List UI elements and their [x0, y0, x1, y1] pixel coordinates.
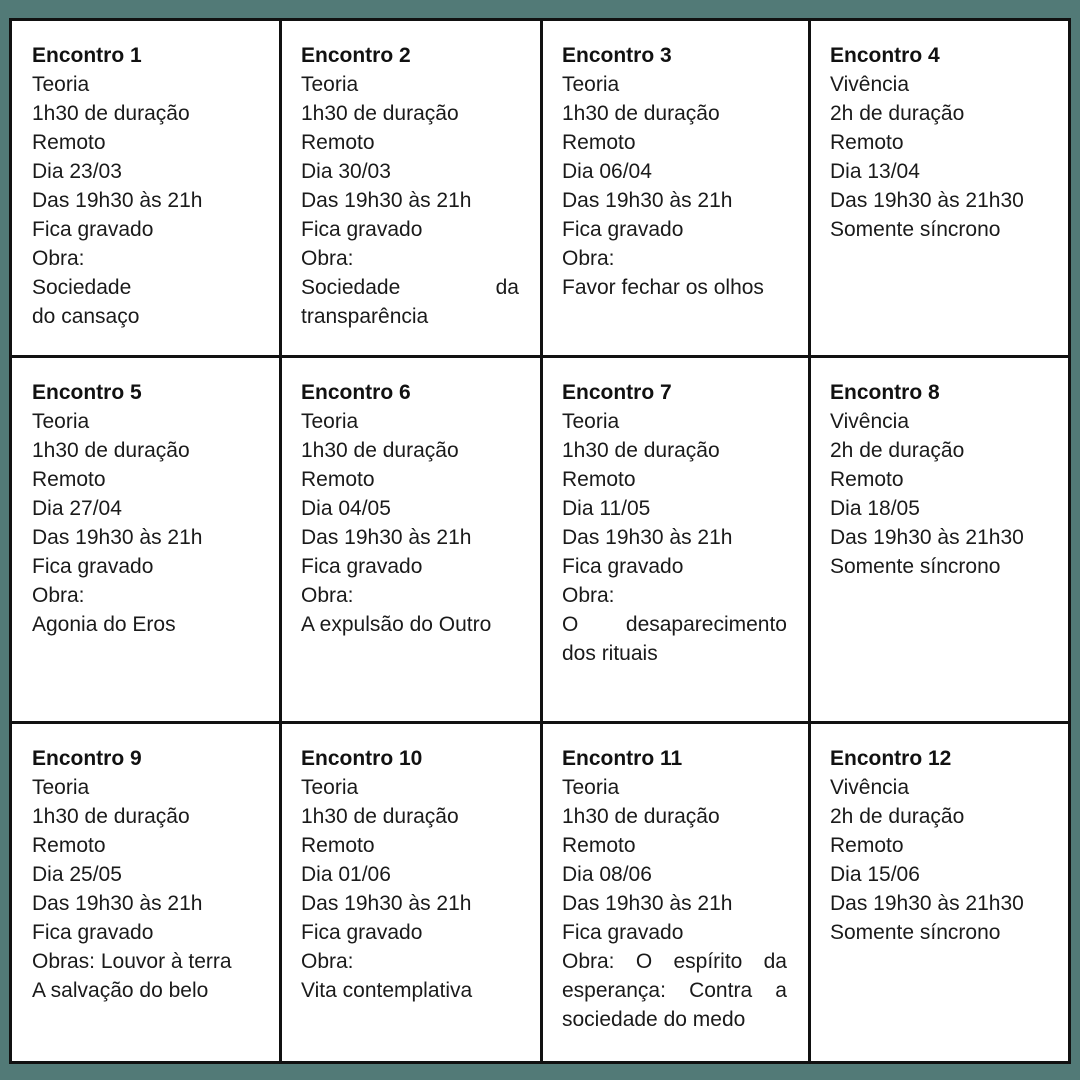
format: Teoria	[562, 776, 620, 799]
encounter-7	[562, 378, 787, 668]
date: Dia 06/04	[562, 160, 652, 183]
format: Vivência	[830, 776, 909, 799]
duration: 2h de duração	[830, 439, 965, 462]
date: Dia 13/04	[830, 160, 920, 183]
date: Dia 11/05	[562, 497, 651, 520]
modality: Remoto	[562, 131, 636, 154]
encounter-2	[301, 41, 519, 331]
work-title: Agonia do Eros	[32, 613, 176, 636]
work-title: Favor fechar os olhos	[562, 276, 764, 299]
duration: 1h30 de duração	[301, 102, 459, 125]
work-title: Sociedade da	[301, 276, 519, 299]
work-title: Obras: Louvor à terra	[32, 950, 232, 973]
time: Das 19h30 às 21h	[301, 892, 472, 915]
recording: Fica gravado	[301, 555, 423, 578]
work-title: A expulsão do Outro	[301, 613, 492, 636]
modality: Remoto	[562, 834, 636, 857]
format: Teoria	[562, 410, 620, 433]
encounter-11	[562, 744, 787, 1034]
time: Das 19h30 às 21h30	[830, 526, 1024, 549]
modality: Remoto	[32, 468, 106, 491]
work-title: Vita contemplativa	[301, 979, 473, 1002]
modality: Remoto	[301, 834, 375, 857]
recording: Fica gravado	[562, 921, 684, 944]
modality: Remoto	[562, 468, 636, 491]
duration: 1h30 de duração	[301, 805, 459, 828]
recording: Fica gravado	[32, 218, 154, 241]
duration: 2h de duração	[830, 805, 965, 828]
date: Dia 25/05	[32, 863, 122, 886]
encounter-8	[830, 378, 1058, 581]
encounter-12	[830, 744, 1058, 947]
encounter-title: Encontro 11	[562, 747, 683, 770]
recording: Fica gravado	[562, 555, 684, 578]
modality: Remoto	[301, 468, 375, 491]
modality: Remoto	[301, 131, 375, 154]
encounter-title: Encontro 10	[301, 747, 423, 770]
time: Das 19h30 às 21h	[32, 892, 203, 915]
encounter-9	[32, 744, 272, 1005]
row-divider	[12, 721, 1068, 724]
sync-note: Somente síncrono	[830, 555, 1001, 578]
recording: Fica gravado	[562, 218, 684, 241]
format: Teoria	[301, 776, 359, 799]
format: Teoria	[32, 410, 90, 433]
encounter-title: Encontro 4	[830, 44, 940, 67]
format: Vivência	[830, 73, 909, 96]
work-label: Obra:	[301, 584, 354, 607]
modality: Remoto	[830, 131, 904, 154]
time: Das 19h30 às 21h	[32, 526, 203, 549]
sync-note: Somente síncrono	[830, 921, 1001, 944]
time: Das 19h30 às 21h30	[830, 189, 1024, 212]
encounter-title: Encontro 6	[301, 381, 411, 404]
time: Das 19h30 às 21h	[562, 892, 733, 915]
time: Das 19h30 às 21h	[562, 189, 733, 212]
time: Das 19h30 às 21h	[301, 189, 472, 212]
date: Dia 27/04	[32, 497, 122, 520]
encounter-6	[301, 378, 526, 639]
work-title: Sociedade	[32, 276, 132, 299]
encounter-title: Encontro 1	[32, 44, 142, 67]
schedule-table	[9, 18, 1071, 1064]
encounter-10	[301, 744, 526, 1005]
encounter-1	[32, 41, 262, 331]
format: Teoria	[562, 73, 620, 96]
work-title: dos rituais	[562, 642, 658, 665]
recording: Fica gravado	[32, 921, 154, 944]
format: Teoria	[32, 73, 90, 96]
encounter-4	[830, 41, 1058, 244]
modality: Remoto	[830, 468, 904, 491]
duration: 2h de duração	[830, 102, 965, 125]
column-divider	[808, 21, 811, 1061]
work-label: Obra:	[32, 584, 85, 607]
date: Dia 30/03	[301, 160, 391, 183]
work-title: transparência	[301, 305, 429, 328]
format: Vivência	[830, 410, 909, 433]
work-label: Obra:	[562, 247, 615, 270]
modality: Remoto	[32, 131, 106, 154]
duration: 1h30 de duração	[32, 805, 190, 828]
date: Dia 08/06	[562, 863, 652, 886]
format: Teoria	[301, 410, 359, 433]
time: Das 19h30 às 21h	[562, 526, 733, 549]
column-divider	[540, 21, 543, 1061]
column-divider	[279, 21, 282, 1061]
encounter-title: Encontro 12	[830, 747, 952, 770]
time: Das 19h30 às 21h	[32, 189, 203, 212]
duration: 1h30 de duração	[562, 439, 720, 462]
recording: Fica gravado	[32, 555, 154, 578]
work-label: Obra:	[32, 247, 85, 270]
work-title: O desaparecimento	[562, 613, 787, 636]
date: Dia 04/05	[301, 497, 391, 520]
duration: 1h30 de duração	[562, 102, 720, 125]
modality: Remoto	[830, 834, 904, 857]
date: Dia 15/06	[830, 863, 920, 886]
encounter-title: Encontro 5	[32, 381, 142, 404]
encounter-3	[562, 41, 787, 302]
duration: 1h30 de duração	[301, 439, 459, 462]
recording: Fica gravado	[301, 921, 423, 944]
work-title: do cansaço	[32, 305, 140, 328]
encounter-title: Encontro 2	[301, 44, 411, 67]
date: Dia 23/03	[32, 160, 122, 183]
work-label: Obra:	[562, 584, 615, 607]
format: Teoria	[301, 73, 359, 96]
encounter-title: Encontro 3	[562, 44, 672, 67]
encounter-5	[32, 378, 262, 639]
row-divider	[12, 355, 1068, 358]
time: Das 19h30 às 21h30	[830, 892, 1024, 915]
duration: 1h30 de duração	[562, 805, 720, 828]
work-label: Obra:	[301, 247, 354, 270]
modality: Remoto	[32, 834, 106, 857]
recording: Fica gravado	[301, 218, 423, 241]
duration: 1h30 de duração	[32, 439, 190, 462]
work-title: esperança: Contra a	[562, 979, 787, 1002]
encounter-title: Encontro 8	[830, 381, 940, 404]
date: Dia 01/06	[301, 863, 391, 886]
work-title: A salvação do belo	[32, 979, 209, 1002]
duration: 1h30 de duração	[32, 102, 190, 125]
encounter-title: Encontro 9	[32, 747, 142, 770]
work-label: Obra:	[301, 950, 354, 973]
date: Dia 18/05	[830, 497, 920, 520]
sync-note: Somente síncrono	[830, 218, 1001, 241]
time: Das 19h30 às 21h	[301, 526, 472, 549]
work-title: sociedade do medo	[562, 1008, 746, 1031]
encounter-title: Encontro 7	[562, 381, 672, 404]
work-title: Obra: O espírito da	[562, 950, 787, 973]
format: Teoria	[32, 776, 90, 799]
